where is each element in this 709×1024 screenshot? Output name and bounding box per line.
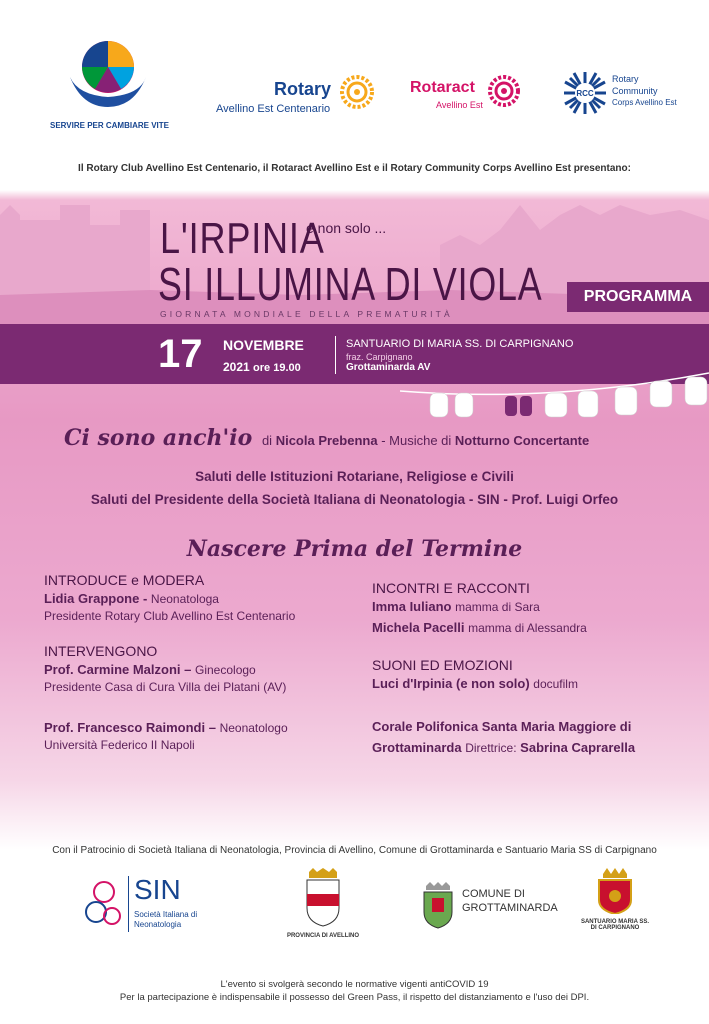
clothesline-illustration: [400, 363, 709, 423]
band-separator: [335, 336, 336, 374]
raimondi-role: Neonatologo: [219, 721, 288, 735]
place-name: SANTUARIO DI MARIA SS. DI CARPIGNANO: [346, 338, 574, 350]
introduce-heading: INTRODUCE e MODERA: [44, 572, 205, 588]
rcc-line3: Corps Avellino Est: [612, 98, 677, 107]
comune-line2: GROTTAMINARDA: [462, 902, 558, 914]
title-line1: L'IRPINIA: [160, 214, 325, 263]
iuliano-role: mamma di Sara: [455, 600, 540, 614]
rcc-line1: Rotary: [612, 74, 639, 84]
rotaract-sub: Avellino Est: [436, 100, 483, 110]
sin-divider: [128, 876, 129, 932]
footer-line2: Per la partecipazione è indispensabile il possesso del Green Pass, il rispetto del distanziamento e l'uso dei DPI.: [119, 992, 590, 1003]
direttrice-label: Direttrice:: [465, 741, 517, 755]
sin-sub1: Società Italiana di: [134, 910, 198, 919]
show-musiche: - Musiche di: [381, 433, 452, 448]
incontri-heading: INCONTRI E RACCONTI: [372, 580, 530, 596]
rcc-star-icon: [562, 70, 608, 116]
right-column: [372, 580, 702, 755]
saluti-line1: Saluti delle Istituzioni Rotariane, Religiose e Civili: [195, 469, 514, 484]
section-title: Nascere Prima del Termine: [186, 536, 523, 562]
malzoni-desc: Presidente Casa di Cura Villa dei Platani (AV): [44, 680, 287, 694]
rotary-intl-tagline: SERVIRE PER CAMBIARE VITE: [50, 121, 169, 130]
rcc-line2: Community: [612, 86, 658, 96]
grappone-role: Neonatologa: [150, 592, 219, 606]
provincia-logo: [278, 868, 368, 943]
sin-sub2: Neonatologia: [134, 920, 182, 929]
grappone-name: Lidia Grappone -: [44, 591, 148, 606]
date-day: 17: [158, 332, 203, 376]
date-year: 2021: [223, 360, 250, 374]
rotary-name: Rotary: [274, 79, 332, 99]
date-time: ore 19.00: [253, 362, 301, 374]
date-year-time: [223, 360, 301, 374]
title-line2: SI ILLUMINA DI VIOLA: [158, 258, 543, 310]
title-subtitle: GIORNATA MONDIALE DELLA PREMATURITÀ: [160, 309, 453, 319]
provincia-label: PROVINCIA DI AVELLINO: [286, 933, 360, 939]
comune-shield-icon: [420, 880, 456, 930]
show-di: di: [261, 433, 273, 448]
provincia-shield-icon: [303, 868, 343, 928]
luci-title: Luci d'Irpinia (e non solo): [372, 676, 530, 691]
santuario-crest-icon: [593, 868, 637, 914]
title-e-non-solo: e non solo ...: [306, 220, 387, 236]
intervengono-heading: INTERVENGONO: [44, 643, 158, 659]
rotary-sub: Avellino Est Centenario: [216, 103, 331, 115]
place-town: Grottaminarda AV: [346, 362, 431, 373]
rotary-intl-logo: [42, 35, 172, 135]
presentano-text: Il Rotary Club Avellino Est Centenario, il Rotaract Avellino Est e il Rotary Community Corps Avellino Est presentano:: [78, 163, 631, 174]
rotaract-name: Rotaract: [410, 79, 475, 96]
malzoni-role: Ginecologo: [195, 663, 256, 677]
patrocinio-text: Con il Patrocinio di Società Italiana di Neonatologia, Provincia di Avellino, Comune di Grottaminarda e Santuario Maria SS di Carpignano: [52, 845, 657, 856]
malzoni-line: [44, 662, 354, 677]
grappone-line: [44, 591, 354, 606]
rotary-club-logo: [216, 75, 386, 125]
raimondi-line: [44, 720, 354, 735]
programma-badge: PROGRAMMA: [567, 282, 709, 312]
corale-line2: [372, 740, 702, 755]
pacelli-name: Michela Pacelli: [372, 620, 465, 635]
saluti-line2: Saluti del Presidente della Società Italiana di Neonatologia - SIN - Prof. Luigi Orfeo: [90, 492, 619, 507]
santuario-logo: [575, 868, 655, 938]
baby-icon: [82, 876, 126, 932]
raimondi-desc: Università Federico II Napoli: [44, 738, 195, 752]
direttrice-name: Sabrina Caprarella: [520, 740, 636, 755]
luci-role: docufilm: [533, 677, 578, 691]
iuliano-line: [372, 599, 702, 614]
footer-line1: L'evento si svolgerà secondo le normative vigenti antiCOVID 19: [220, 979, 489, 990]
santuario-line2: DI CARPIGNANO: [590, 925, 640, 931]
rotaract-wheel-icon: [488, 75, 520, 107]
top-logos: [0, 35, 709, 135]
date-month: NOVEMBRE: [223, 337, 304, 353]
comune-logo: [420, 880, 560, 940]
pacelli-role: mamma di Alessandra: [468, 621, 587, 635]
suoni-heading: SUONI ED EMOZIONI: [372, 657, 513, 673]
sponsor-logos: [0, 868, 709, 948]
rotary-wheel-icon: [340, 75, 374, 109]
comune-line1: COMUNE DI: [462, 888, 525, 900]
pacelli-line: [372, 620, 702, 635]
santuario-line1: SANTUARIO MARIA SS.: [580, 919, 650, 925]
grappone-desc: Presidente Rotary Club Avellino Est Centenario: [44, 609, 296, 623]
rcc-logo: [562, 70, 692, 120]
svg-text:RCC: RCC: [576, 89, 594, 98]
luci-line: [372, 676, 702, 691]
footer: [0, 978, 709, 1004]
corale-town: Grottaminarda: [372, 740, 462, 755]
sin-logo: [82, 876, 222, 936]
show-line: [64, 425, 589, 451]
hands-globe-icon: [42, 35, 172, 115]
left-column: [44, 572, 354, 766]
place-frazione: fraz. Carpignano: [346, 352, 413, 362]
iuliano-name: Imma Iuliano: [372, 599, 452, 614]
rotaract-logo: [410, 75, 525, 125]
malzoni-name: Prof. Carmine Malzoni –: [44, 662, 192, 677]
corale-line1: Corale Polifonica Santa Maria Maggiore di: [372, 719, 632, 734]
show-band: Notturno Concertante: [454, 433, 590, 448]
sin-title: SIN: [134, 874, 181, 905]
show-title: Ci sono anch'io: [64, 425, 253, 451]
show-author: Nicola Prebenna: [275, 433, 378, 448]
raimondi-name: Prof. Francesco Raimondi –: [44, 720, 216, 735]
